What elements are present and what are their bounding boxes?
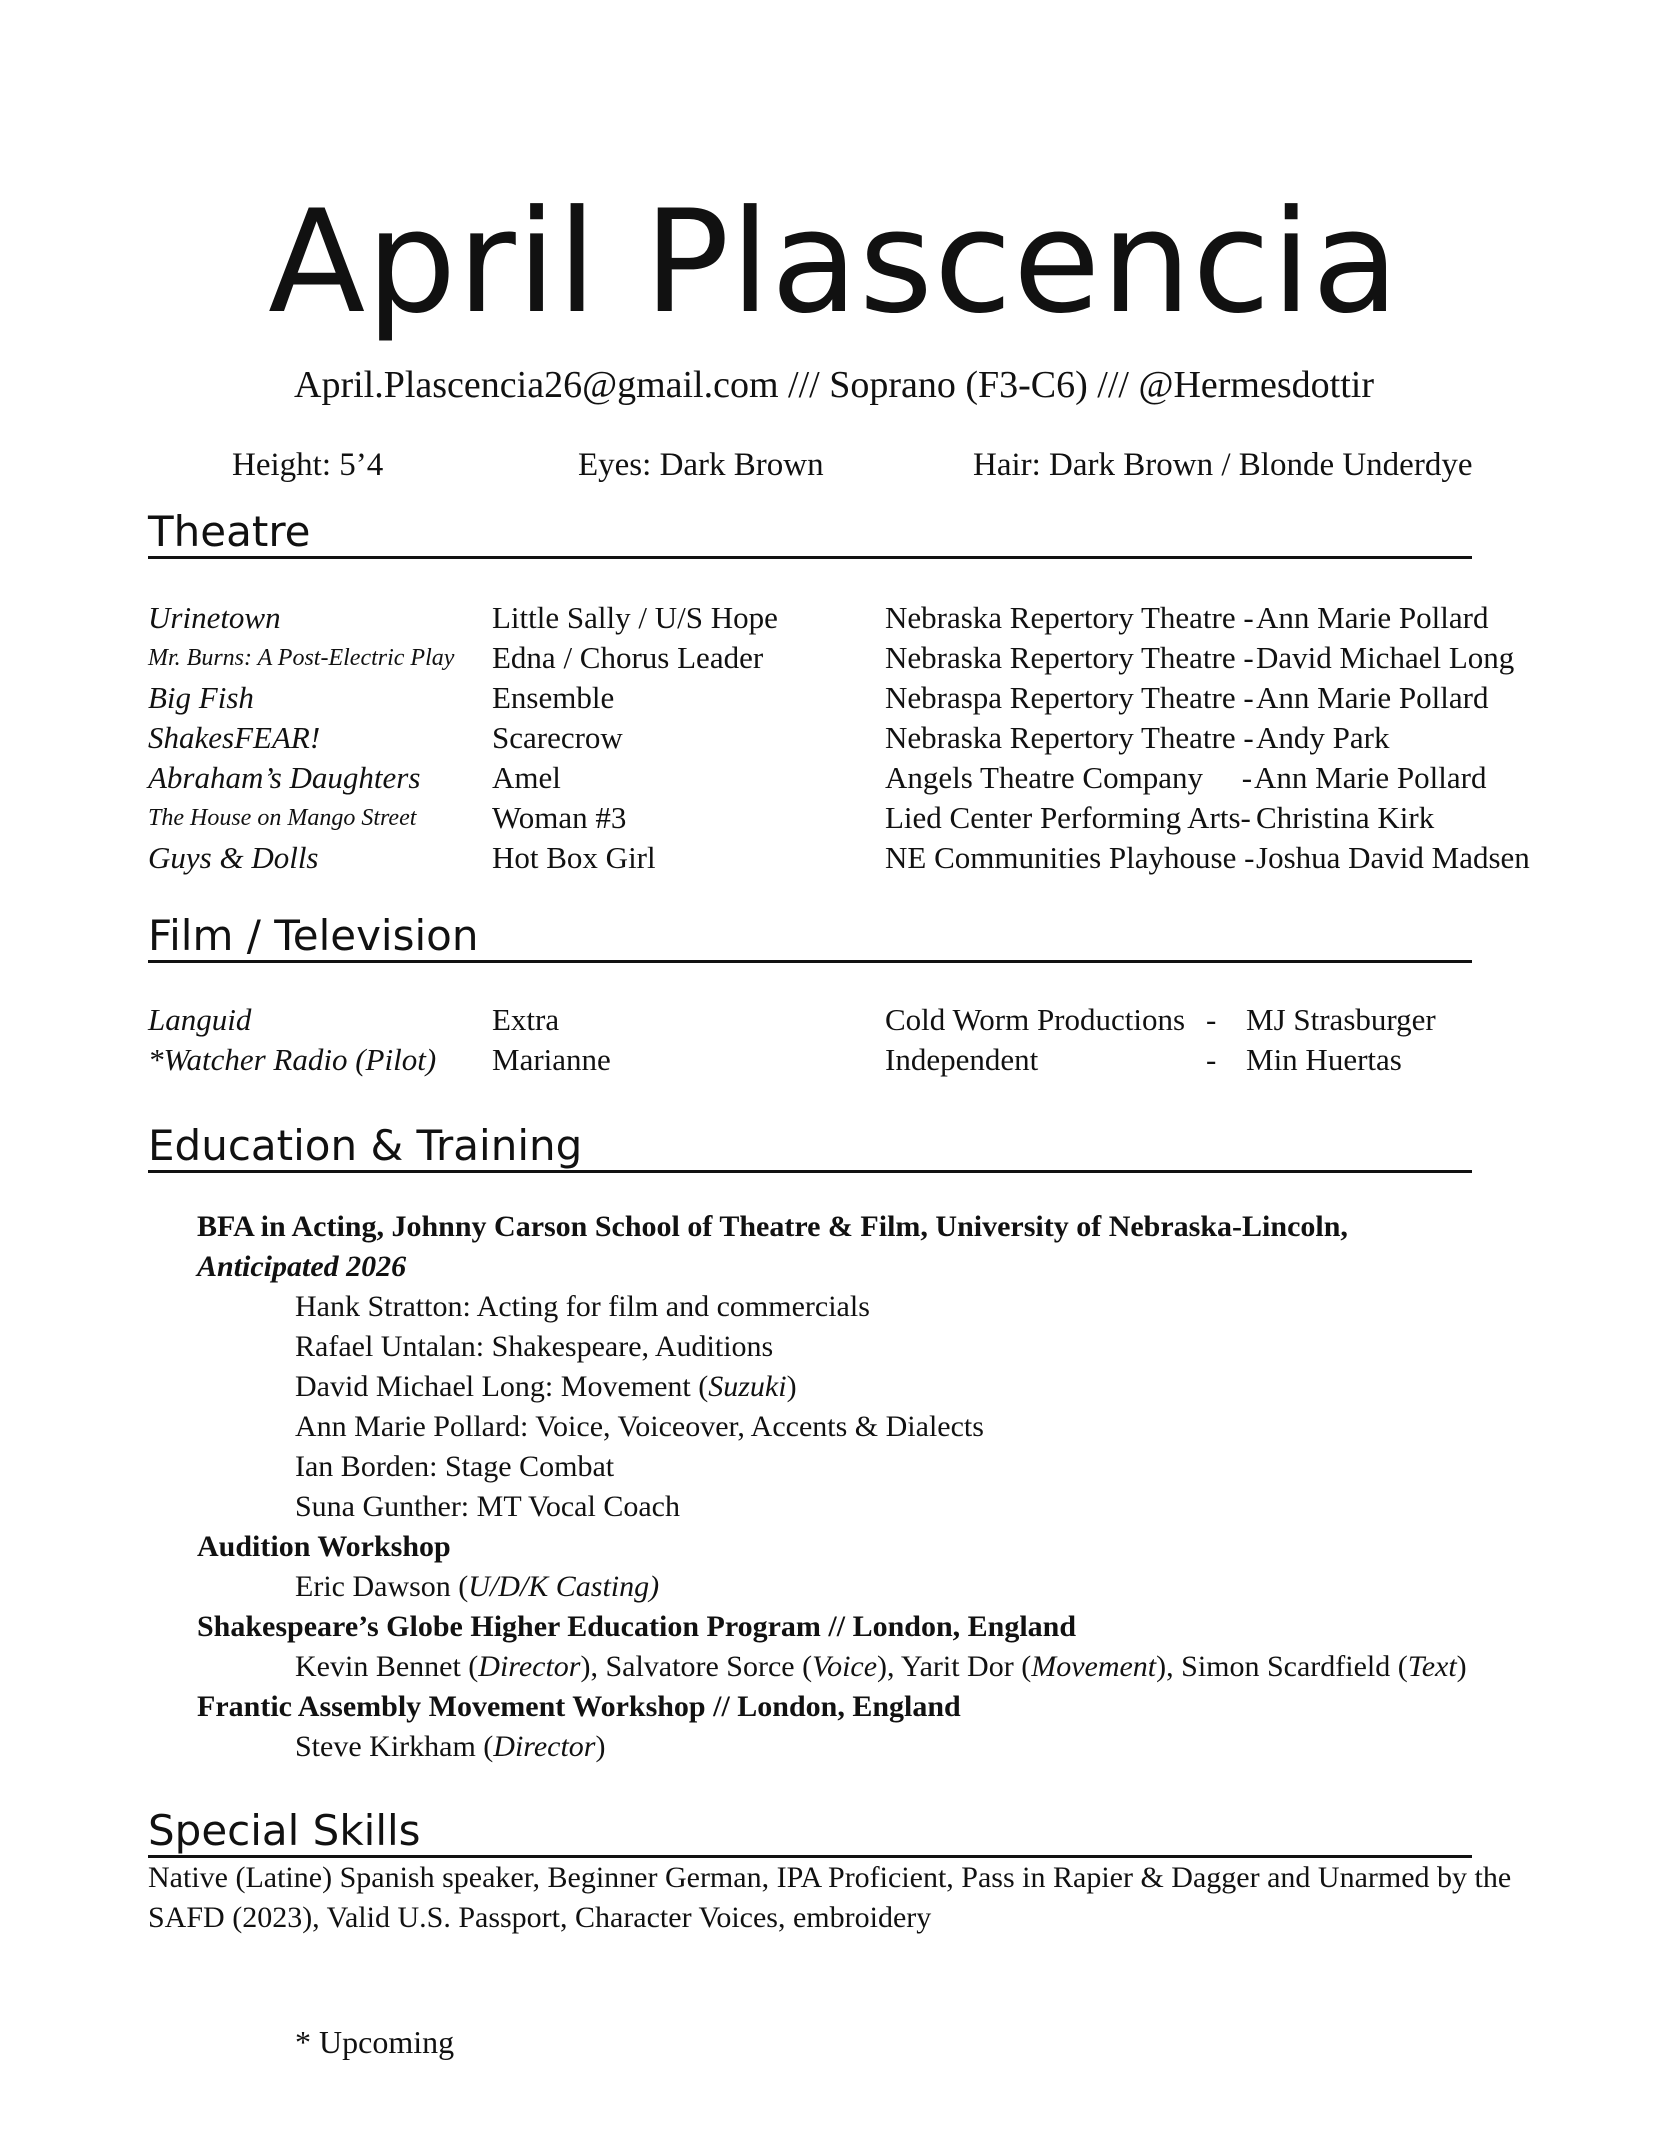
role: Little Sally / U/S Hope	[492, 600, 778, 635]
show-title: Languid	[148, 1002, 252, 1037]
teacher-text: )	[595, 1730, 606, 1763]
teacher-text: )	[786, 1370, 797, 1403]
teacher-item: Ann Marie Pollard: Voice, Voiceover, Accents & Dialects	[295, 1410, 984, 1443]
director: Min Huertas	[1246, 1042, 1402, 1077]
teacher-item: Rafael Untalan: Shakespeare, Auditions	[295, 1330, 774, 1363]
show-title: Big Fish	[148, 680, 254, 715]
director: MJ Strasburger	[1246, 1002, 1436, 1037]
company: NE Communities Playhouse -	[885, 840, 1255, 875]
frantic-workshop-title: Frantic Assembly Movement Workshop // London, England	[197, 1690, 961, 1723]
teacher-item	[295, 1367, 797, 1407]
teacher-text: David Michael Long: Movement (	[295, 1370, 709, 1403]
footnote: * Upcoming	[295, 2024, 455, 2060]
theatre-row	[0, 838, 1668, 878]
teacher-item: Suna Gunther: MT Vocal Coach	[295, 1490, 680, 1523]
height-stat: Height: 5’4	[232, 447, 384, 483]
theatre-row	[0, 798, 1668, 838]
show-title: Guys & Dolls	[148, 840, 319, 875]
company: Angels Theatre Company -	[885, 760, 1253, 795]
skills-heading: Special Skills	[148, 1807, 1472, 1858]
teacher-text: Kevin Bennet (	[295, 1650, 479, 1683]
show-title: Abraham’s Daughters	[148, 760, 421, 795]
role: Edna / Chorus Leader	[492, 640, 764, 675]
role: Amel	[492, 760, 561, 795]
teacher-item: Hank Stratton: Acting for film and commercials	[295, 1290, 870, 1323]
teacher-italic: Suzuki	[708, 1370, 787, 1403]
teacher-text: ), Yarit Dor (	[877, 1650, 1032, 1683]
separator-dash: -	[1206, 1042, 1217, 1077]
teacher-italic: Voice	[812, 1650, 878, 1683]
director: David Michael Long	[1256, 640, 1515, 675]
company: Nebraska Repertory Theatre -	[885, 720, 1254, 755]
company: Cold Worm Productions	[885, 1002, 1186, 1037]
audition-teacher	[295, 1567, 659, 1607]
show-title: Mr. Burns: A Post-Electric Play	[148, 645, 455, 671]
role: Scarecrow	[492, 720, 623, 755]
company: Nebraska Repertory Theatre -	[885, 640, 1254, 675]
show-title: ShakesFEAR!	[148, 720, 321, 755]
company: Nebraspa Repertory Theatre -	[885, 680, 1254, 715]
frantic-teacher	[295, 1727, 605, 1767]
director: Ann Marie Pollard	[1254, 760, 1487, 795]
theatre-row	[0, 758, 1668, 798]
director: Christina Kirk	[1256, 800, 1435, 835]
teacher-text: Eric Dawson (	[295, 1570, 469, 1603]
director: Andy Park	[1256, 720, 1390, 755]
film-row	[0, 1000, 1668, 1040]
show-title: Urinetown	[148, 600, 281, 635]
education-heading: Education & Training	[148, 1122, 1472, 1173]
theatre-row	[0, 598, 1668, 638]
teacher-italic: Director	[493, 1730, 596, 1763]
degree-anticipated: Anticipated 2026	[197, 1250, 407, 1283]
company: Nebraska Repertory Theatre -	[885, 600, 1254, 635]
theatre-heading: Theatre	[148, 508, 1472, 559]
role: Marianne	[492, 1042, 611, 1077]
teacher-text: ), Salvatore Sorce (	[580, 1650, 813, 1683]
eyes-stat: Eyes: Dark Brown	[578, 447, 824, 483]
degree: BFA in Acting, Johnny Carson School of Theatre & Film, University of Nebraska-Lincoln,	[197, 1210, 1348, 1243]
role: Extra	[492, 1002, 560, 1037]
resume-name: April Plascencia	[268, 180, 1400, 345]
film-heading: Film / Television	[148, 912, 1472, 963]
theatre-row	[0, 638, 1668, 678]
globe-program-title: Shakespeare’s Globe Higher Education Program // London, England	[197, 1610, 1077, 1643]
role: Woman #3	[492, 800, 627, 835]
teacher-text: Steve Kirkham (	[295, 1730, 494, 1763]
theatre-row	[0, 718, 1668, 758]
teacher-text: ), Simon Scardfield (	[1156, 1650, 1408, 1683]
company: Independent	[885, 1042, 1039, 1077]
teacher-italic: Text	[1407, 1650, 1457, 1683]
audition-workshop-title: Audition Workshop	[197, 1530, 451, 1563]
teacher-text: )	[1456, 1650, 1467, 1683]
show-title: *Watcher Radio (Pilot)	[148, 1042, 437, 1077]
separator-dash: -	[1206, 1002, 1217, 1037]
contact-line: April.Plascencia26@gmail.com /// Soprano (F3-C6) /// @Hermesdottir	[294, 364, 1374, 406]
teacher-item: Ian Borden: Stage Combat	[295, 1450, 615, 1483]
director: Ann Marie Pollard	[1256, 600, 1489, 635]
theatre-row	[0, 678, 1668, 718]
skills-text: Native (Latine) Spanish speaker, Beginner German, IPA Proficient, Pass in Rapier & Dagger and Unarmed by the SAFD (2023), Valid U.S. Passport, Character Voices, embroidery	[148, 1861, 1512, 1934]
role: Ensemble	[492, 680, 615, 715]
film-row	[0, 1040, 1668, 1080]
hair-stat: Hair: Dark Brown / Blonde Underdye	[973, 447, 1473, 483]
company: Lied Center Performing Arts-	[885, 800, 1251, 835]
globe-teachers	[295, 1647, 1467, 1687]
role: Hot Box Girl	[492, 840, 656, 875]
teacher-italic: Movement	[1031, 1650, 1157, 1683]
teacher-italic: Director	[478, 1650, 581, 1683]
director: Ann Marie Pollard	[1256, 680, 1489, 715]
teacher-italic: U/D/K Casting)	[468, 1570, 660, 1603]
show-title: The House on Mango Street	[148, 805, 417, 831]
director: Joshua David Madsen	[1256, 840, 1530, 875]
